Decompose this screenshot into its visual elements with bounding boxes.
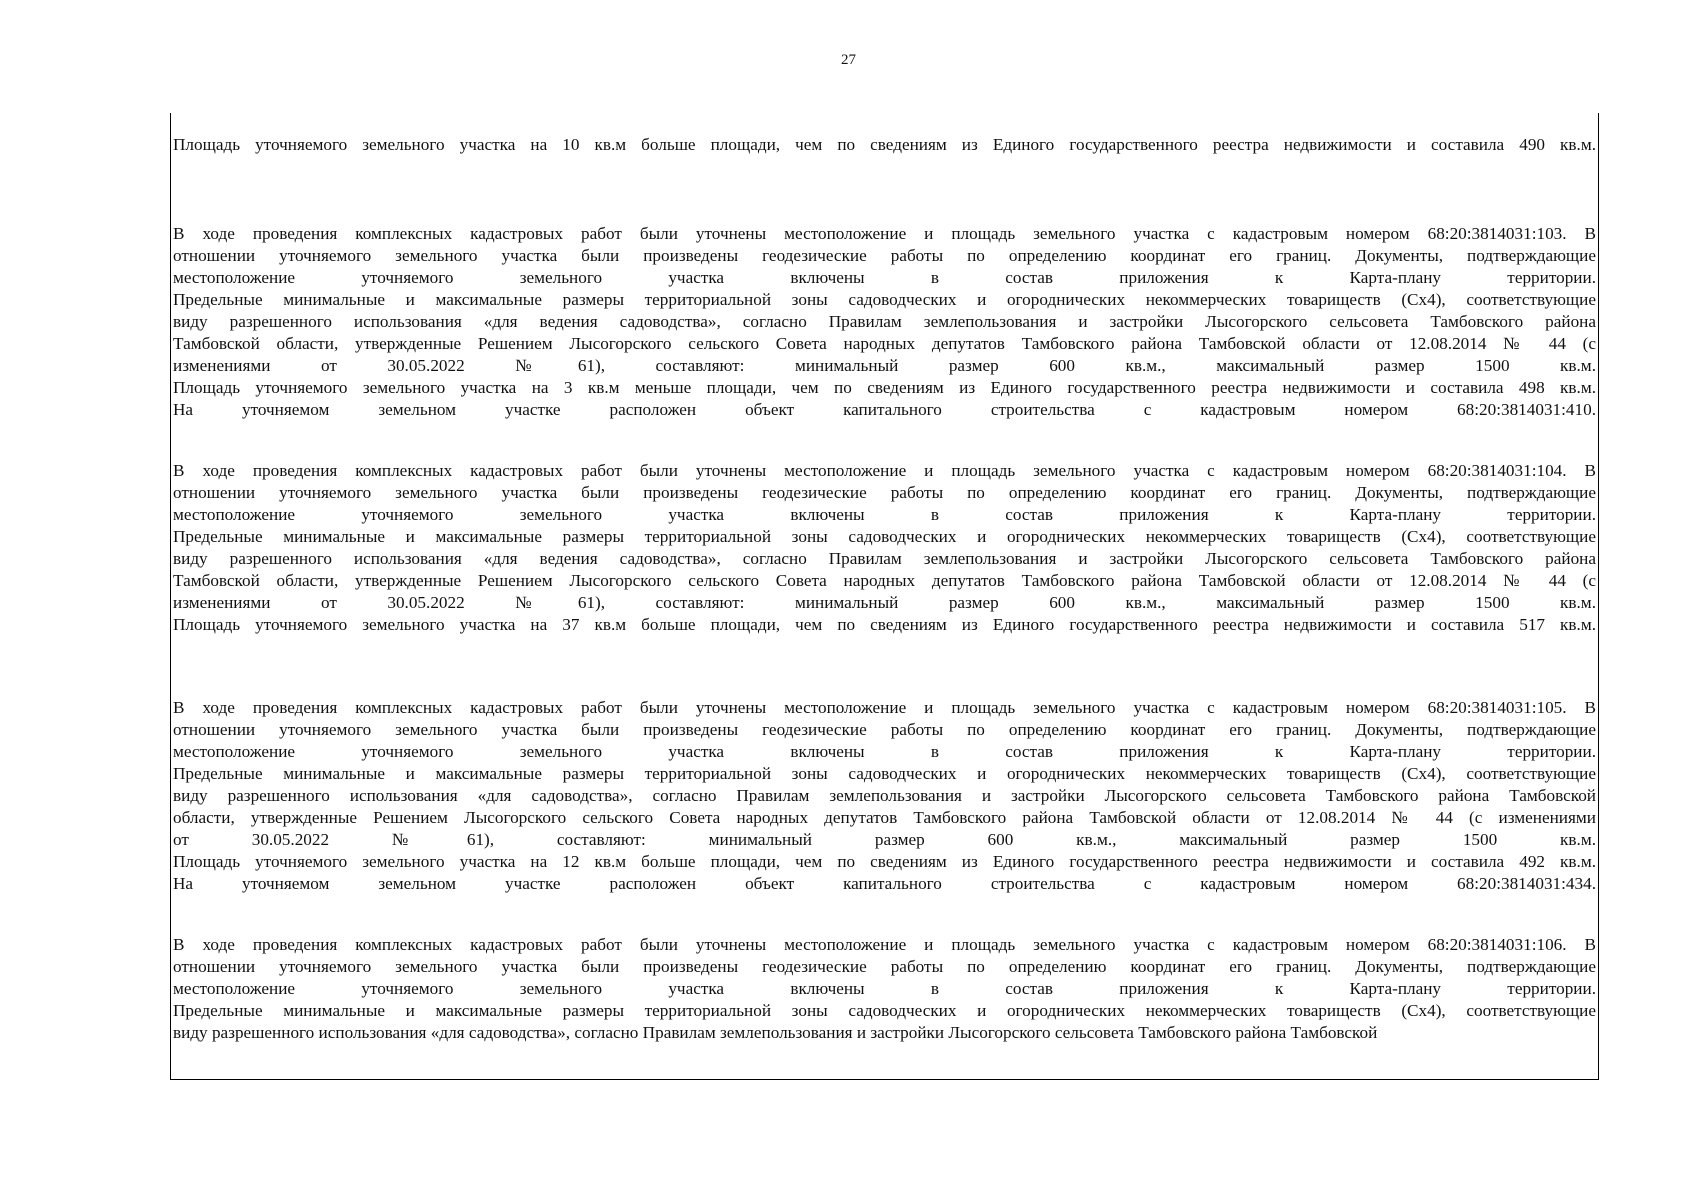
text-line: Тамбовской области, утвержденные Решением Лысогорского сельского Совета народных депутатов Тамбовского района Тамбовской области от 12.08.2014 № 44 (с: [173, 571, 1596, 590]
text-line: виду разрешенного использования «для садоводства», согласно Правилам землепользования и застройки Лысогорского сельсовета Тамбовского района Тамбовской: [173, 786, 1596, 805]
text-line: местоположение уточняемого земельного участка включены в состав приложения к Карта-плану территории.: [173, 742, 1596, 761]
text-line: Площадь уточняемого земельного участка на 12 кв.м больше площади, чем по сведениям из Единого государственного реестра недвижимости и составила 492 кв.м.: [173, 852, 1596, 871]
text-line: виду разрешенного использования «для ведения садоводства», согласно Правилам землепользования и застройки Лысогорского сельсовета Тамбовского района: [173, 312, 1596, 331]
text-line: местоположение уточняемого земельного участка включены в состав приложения к Карта-плану территории.: [173, 268, 1596, 287]
text-line: отношении уточняемого земельного участка были произведены геодезические работы по определению координат его границ. Документы, подтверждающие: [173, 483, 1596, 502]
text-line: На уточняемом земельном участке расположен объект капитального строительства с кадастровым номером 68:20:3814031:434.: [173, 874, 1596, 893]
text-line: изменениями от 30.05.2022 №61), составляют: минимальный размер 600 кв.м., максимальный размер 1500 кв.м.: [173, 356, 1596, 375]
text-line: виду разрешенного использования «для садоводства», согласно Правилам землепользования и застройки Лысогорского сельсовета Тамбовского района Тамбовской: [173, 1023, 1378, 1042]
text-line: Площадь уточняемого земельного участка на 3 кв.м меньше площади, чем по сведениям из Единого государственного реестра недвижимости и составила 498 кв.м.: [173, 378, 1596, 397]
paragraph-block-4: [173, 697, 1596, 895]
text-line: Площадь уточняемого земельного участка на 10 кв.м больше площади, чем по сведениям из Единого государственного реестра недвижимости и составила 490 кв.м.: [173, 135, 1596, 154]
text-line: отношении уточняемого земельного участка были произведены геодезические работы по определению координат его границ. Документы, подтверждающие: [173, 246, 1596, 265]
paragraph-block-2: [173, 223, 1596, 421]
text-line: Площадь уточняемого земельного участка на 37 кв.м больше площади, чем по сведениям из Единого государственного реестра недвижимости и составила 517 кв.м.: [173, 615, 1596, 634]
text-line: В ходе проведения комплексных кадастровых работ были уточнены местоположение и площадь земельного участка с кадастровым номером 68:20:3814031:104. В: [173, 461, 1596, 480]
text-line: На уточняемом земельном участке расположен объект капитального строительства с кадастровым номером 68:20:3814031:410.: [173, 400, 1596, 419]
paragraph-block-1: [173, 134, 1596, 156]
text-line: изменениями от 30.05.2022 №61), составляют: минимальный размер 600 кв.м., максимальный размер 1500 кв.м.: [173, 593, 1596, 612]
text-line: от 30.05.2022 №61), составляют: минимальный размер 600 кв.м., максимальный размер 1500 кв.м.: [173, 830, 1596, 849]
text-line: Тамбовской области, утвержденные Решением Лысогорского сельского Совета народных депутатов Тамбовского района Тамбовской области от 12.08.2014 № 44 (с: [173, 334, 1596, 353]
text-line: В ходе проведения комплексных кадастровых работ были уточнены местоположение и площадь земельного участка с кадастровым номером 68:20:3814031:106. В: [173, 935, 1596, 954]
paragraph-block-5: [173, 934, 1596, 1044]
text-line: виду разрешенного использования «для ведения садоводства», согласно Правилам землепользования и застройки Лысогорского сельсовета Тамбовского района: [173, 549, 1596, 568]
page-number: 27: [841, 52, 856, 68]
text-line: Предельные минимальные и максимальные размеры территориальной зоны садоводческих и огороднических некоммерческих товариществ (Сх4), соответствующие: [173, 527, 1596, 546]
text-line: отношении уточняемого земельного участка были произведены геодезические работы по определению координат его границ. Документы, подтверждающие: [173, 720, 1596, 739]
text-line: области, утвержденные Решением Лысогорского сельского Совета народных депутатов Тамбовского района Тамбовской области от 12.08.2014 № 44 (с изменениями: [173, 808, 1596, 827]
document-body: [173, 134, 1596, 1044]
text-line: В ходе проведения комплексных кадастровых работ были уточнены местоположение и площадь земельного участка с кадастровым номером 68:20:3814031:105. В: [173, 698, 1596, 717]
paragraph-block-3: [173, 460, 1596, 636]
text-line: В ходе проведения комплексных кадастровых работ были уточнены местоположение и площадь земельного участка с кадастровым номером 68:20:3814031:103. В: [173, 224, 1596, 243]
text-line: Предельные минимальные и максимальные размеры территориальной зоны садоводческих и огороднических некоммерческих товариществ (Сх4), соответствующие: [173, 290, 1596, 309]
text-line: местоположение уточняемого земельного участка включены в состав приложения к Карта-плану территории.: [173, 979, 1596, 998]
text-line: местоположение уточняемого земельного участка включены в состав приложения к Карта-плану территории.: [173, 505, 1596, 524]
text-line: отношении уточняемого земельного участка были произведены геодезические работы по определению координат его границ. Документы, подтверждающие: [173, 957, 1596, 976]
text-line: Предельные минимальные и максимальные размеры территориальной зоны садоводческих и огороднических некоммерческих товариществ (Сх4), соответствующие: [173, 1001, 1596, 1020]
text-line: Предельные минимальные и максимальные размеры территориальной зоны садоводческих и огороднических некоммерческих товариществ (Сх4), соответствующие: [173, 764, 1596, 783]
